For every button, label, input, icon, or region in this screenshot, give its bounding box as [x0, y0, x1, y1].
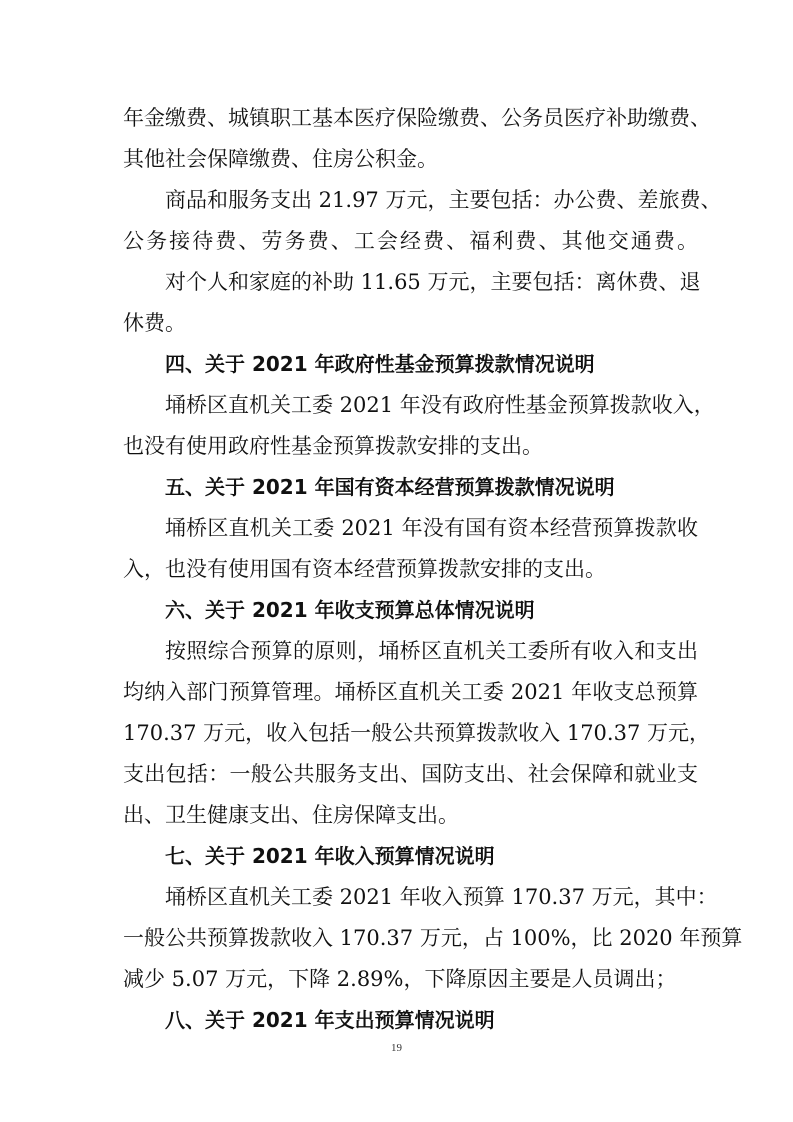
body-text-line: 休费。 — [123, 311, 186, 335]
body-text-line: 出、卫生健康支出、住房保障支出。 — [123, 803, 459, 827]
body-text-line: 一般公共预算拨款收入 170.37 万元，占 100%，比 2020 年预算 — [123, 926, 743, 950]
body-text-line: 年金缴费、城镇职工基本医疗保险缴费、公务员医疗补助缴费、 — [123, 106, 711, 130]
body-text-line: 均纳入部门预算管理。埇桥区直机关工委 2021 年收支总预算 — [123, 680, 698, 704]
section-heading: 五、关于 2021 年国有资本经营预算拨款情况说明 — [165, 475, 615, 499]
body-text-line: 入，也没有使用国有资本经营预算拨款安排的支出。 — [123, 557, 606, 581]
body-text-line: 其他社会保障缴费、住房公积金。 — [123, 147, 438, 171]
body-text-line: 埇桥区直机关工委 2021 年没有国有资本经营预算拨款收 — [165, 516, 698, 540]
section-heading: 七、关于 2021 年收入预算情况说明 — [165, 844, 495, 868]
page-number: 19 — [391, 1042, 402, 1054]
section-heading: 六、关于 2021 年收支预算总体情况说明 — [165, 598, 535, 622]
body-text-line: 支出包括：一般公共服务支出、国防支出、社会保障和就业支 — [123, 762, 698, 786]
body-text-line: 对个人和家庭的补助 11.65 万元，主要包括：离休费、退 — [165, 270, 701, 294]
body-text-line: 170.37 万元，收入包括一般公共预算拨款收入 170.37 万元， — [123, 721, 710, 745]
body-text-line: 埇桥区直机关工委 2021 年没有政府性基金预算拨款收入， — [165, 393, 715, 417]
section-heading: 四、关于 2021 年政府性基金预算拨款情况说明 — [165, 352, 595, 376]
body-text-line: 公务接待费、劳务费、工会经费、福利费、其他交通费。 — [123, 229, 698, 253]
body-text-line: 也没有使用政府性基金预算拨款安排的支出。 — [123, 434, 543, 458]
body-text-line: 埇桥区直机关工委 2021 年收入预算 170.37 万元，其中： — [165, 885, 718, 909]
body-text-line: 按照综合预算的原则，埇桥区直机关工委所有收入和支出 — [165, 639, 698, 663]
section-heading: 八、关于 2021 年支出预算情况说明 — [165, 1008, 495, 1032]
body-text-line: 减少 5.07 万元，下降 2.89%，下降原因主要是人员调出； — [123, 967, 677, 991]
body-text-line: 商品和服务支出 21.97 万元，主要包括：办公费、差旅费、 — [165, 188, 722, 212]
